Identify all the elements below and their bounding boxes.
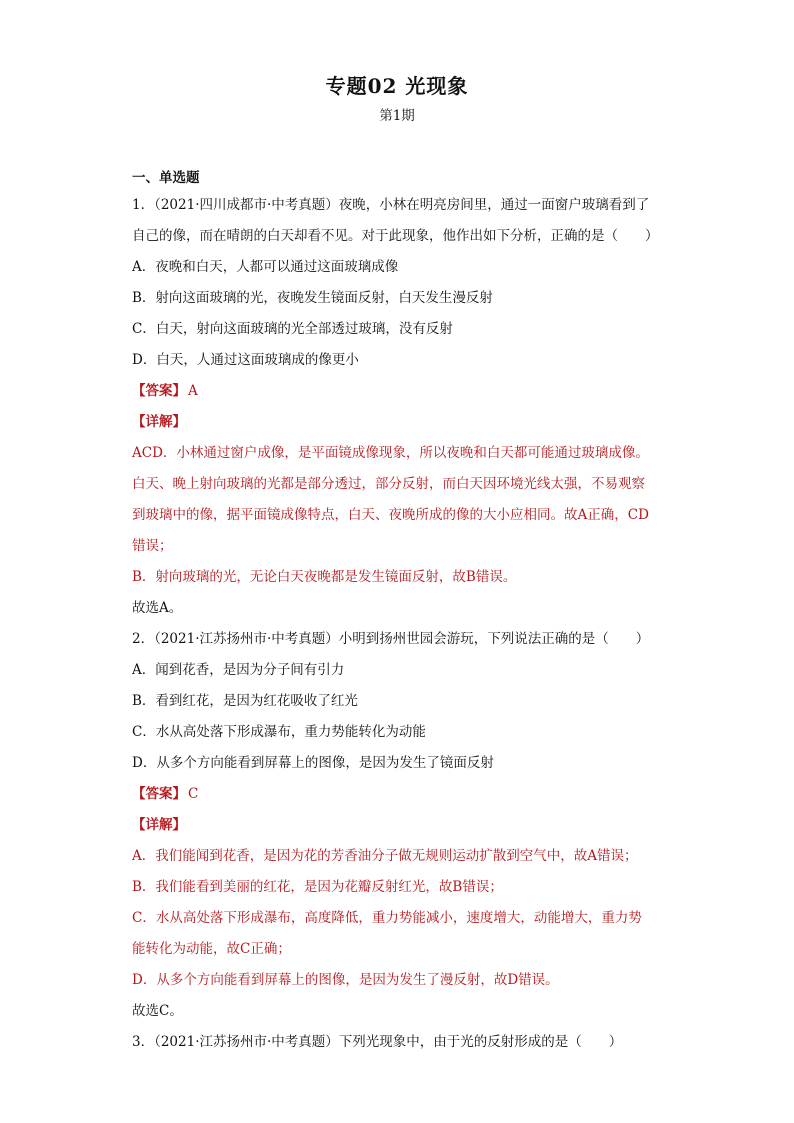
conclusion: 故选C。 bbox=[132, 1003, 183, 1019]
question-stem: 1．（2021·四川成都市·中考真题）夜晚，小林在明亮房间里，通过一面窗户玻璃看到了 bbox=[132, 197, 650, 213]
detail-line: 到玻璃中的像，据平面镜成像特点，白天、夜晚所成的像的大小应相同。故A正确，CD bbox=[132, 507, 649, 523]
option-d: D．白天，人通过这面玻璃成的像更小 bbox=[132, 352, 359, 368]
conclusion: 故选A。 bbox=[132, 600, 183, 616]
detail-line: 错误； bbox=[132, 538, 173, 554]
detail-line: C．水从高处落下形成瀑布，高度降低，重力势能减小，速度增大，动能增大，重力势 bbox=[132, 910, 642, 926]
option-a: A．闻到花香，是因为分子间有引力 bbox=[132, 662, 345, 678]
detail-line: 能转化为动能，故C正确； bbox=[132, 941, 291, 957]
question-stem: 3．（2021·江苏扬州市·中考真题）下列光现象中，由于光的反射形成的是（ ） bbox=[132, 1034, 623, 1050]
answer-line bbox=[132, 376, 664, 407]
answer-value: A bbox=[188, 383, 198, 399]
question-content bbox=[132, 166, 664, 1058]
answer-value: C bbox=[188, 786, 199, 802]
question-2 bbox=[132, 624, 664, 1027]
question-stem: 自己的像，而在晴朗的白天却看不见。对于此现象，他作出如下分析，正确的是（ ） bbox=[132, 228, 659, 244]
question-stem: 2．（2021·江苏扬州市·中考真题）小明到扬州世园会游玩，下列说法正确的是（ ） bbox=[132, 631, 650, 647]
option-b: B．射向这面玻璃的光，夜晚发生镜面反射，白天发生漫反射 bbox=[132, 290, 493, 306]
option-a: A．夜晚和白天，人都可以通过这面玻璃成像 bbox=[132, 259, 399, 275]
detail-line: ACD．小林通过窗户成像，是平面镜成像现象，所以夜晚和白天都可能通过玻璃成像。 bbox=[132, 445, 649, 461]
issue-label: 第1期 bbox=[379, 108, 415, 124]
section-heading: 一、单选题 bbox=[132, 170, 200, 186]
page-title: 专题02 光现象 bbox=[325, 74, 469, 98]
option-b: B．看到红花，是因为红花吸收了红光 bbox=[132, 693, 358, 709]
answer-line bbox=[132, 779, 664, 810]
option-d: D．从多个方向能看到屏幕上的图像，是因为发生了镜面反射 bbox=[132, 755, 494, 771]
detail-line: 白天、晚上射向玻璃的光都是部分透过，部分反射，而白天因环境光线太强，不易观察 bbox=[132, 476, 645, 492]
answer-tag: 【答案】 bbox=[132, 383, 186, 399]
answer-tag: 【答案】 bbox=[132, 786, 186, 802]
option-c: C．水从高处落下形成瀑布，重力势能转化为动能 bbox=[132, 724, 426, 740]
question-3 bbox=[132, 1027, 664, 1058]
detail-tag: 【详解】 bbox=[132, 817, 186, 833]
detail-line: B．我们能看到美丽的红花，是因为花瓣反射红光，故B错误； bbox=[132, 879, 503, 895]
detail-line: B．射向玻璃的光，无论白天夜晚都是发生镜面反射，故B错误。 bbox=[132, 569, 517, 585]
option-c: C．白天，射向这面玻璃的光全部透过玻璃，没有反射 bbox=[132, 321, 453, 337]
detail-line: D．从多个方向能看到屏幕上的图像，是因为发生了漫反射，故D错误。 bbox=[132, 972, 559, 988]
question-1 bbox=[132, 190, 664, 624]
detail-tag: 【详解】 bbox=[132, 414, 186, 430]
detail-line: A．我们能闻到花香，是因为花的芳香油分子做无规则运动扩散到空气中，故A错误； bbox=[132, 848, 638, 864]
